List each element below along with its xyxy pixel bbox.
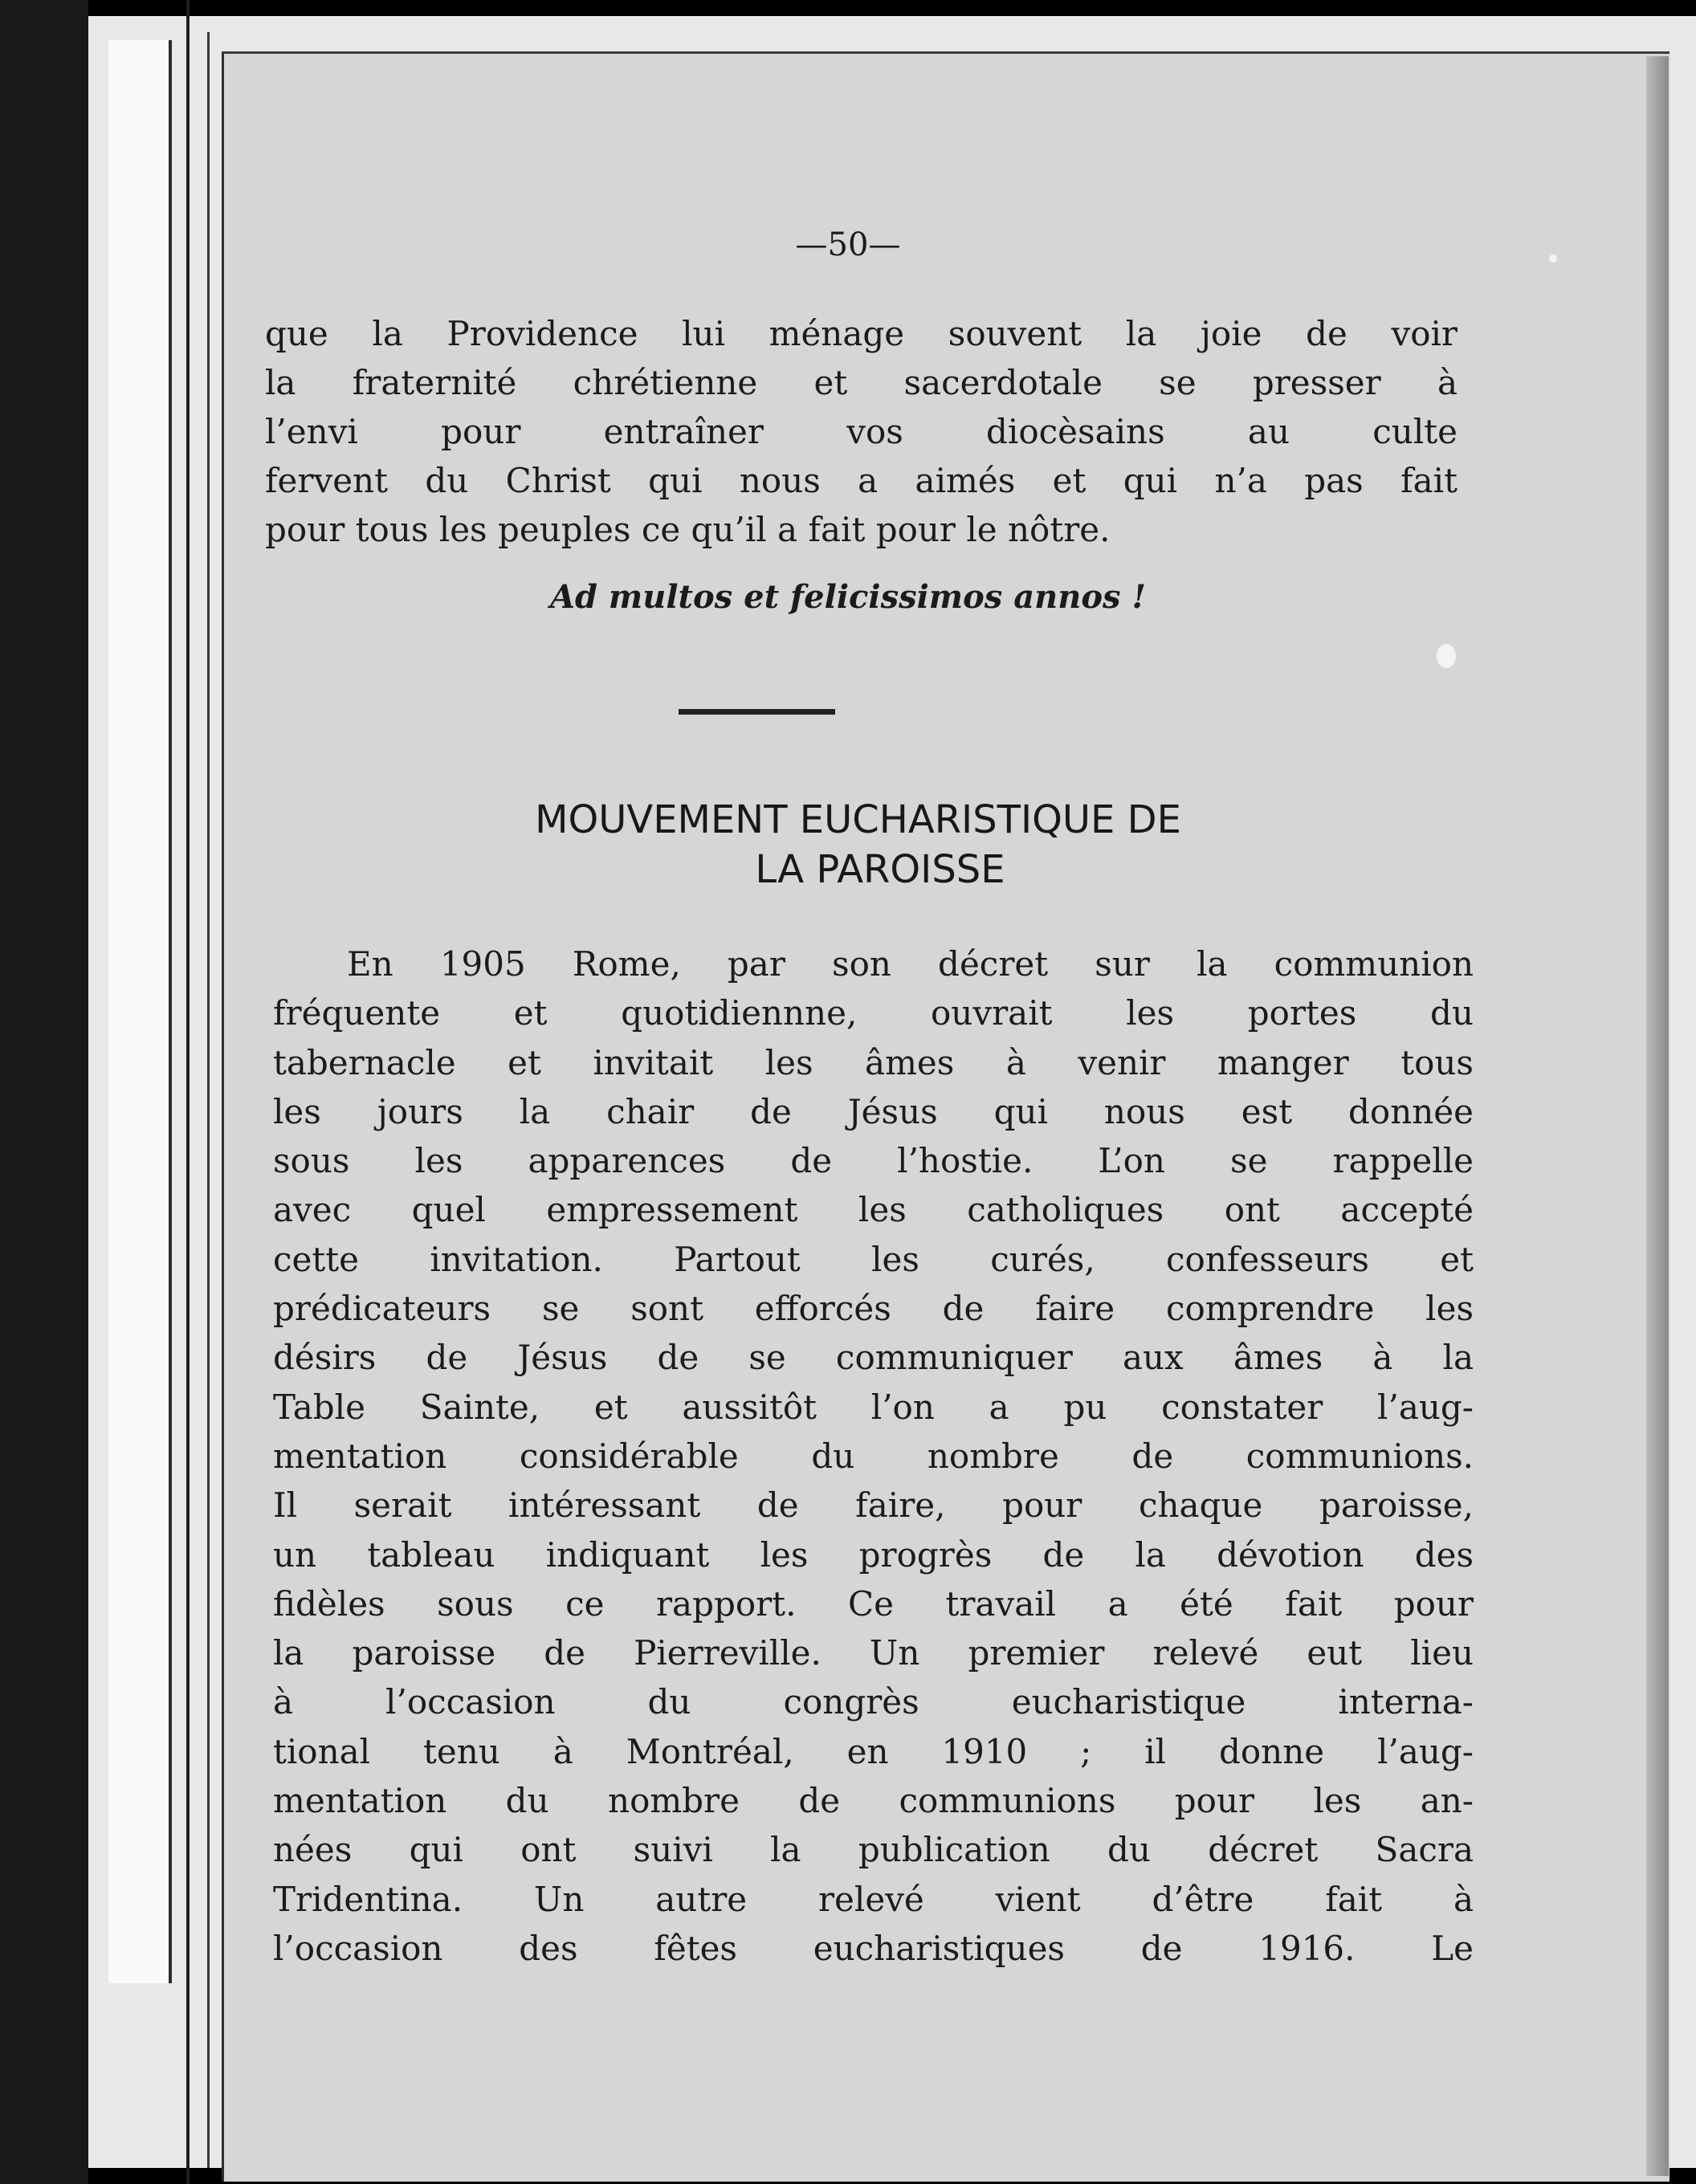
paper-edge-strip — [108, 40, 172, 1983]
paragraph-body — [273, 939, 1474, 1973]
paragraph-intro — [265, 309, 1458, 554]
text-line: tional tenu à Montréal, en 1910 ; il donne l’aug- — [273, 1731, 1474, 1771]
text-line: Il serait intéressant de faire, pour chaque paroisse, — [273, 1485, 1474, 1526]
text-line: tabernacle et invitait les âmes à venir manger tous — [273, 1042, 1474, 1082]
page-edge-line-inner — [207, 32, 210, 2168]
text-line: cette invitation. Partout les curés, confesseurs et — [273, 1239, 1474, 1279]
section-heading — [0, 795, 1696, 894]
page-edge-line — [186, 0, 190, 2184]
text-line: que la Providence lui ménage souvent la joie de voir — [265, 314, 1458, 353]
text-line: fréquente et quotidiennne, ouvrait les portes du — [273, 993, 1474, 1033]
text-line: fidèles sous ce rapport. Ce travail a été fait pour — [273, 1583, 1474, 1624]
text-line: prédicateurs se sont efforcés de faire comprendre les — [273, 1289, 1474, 1329]
text-line: Tridentina. Un autre relevé vient d’être fait à — [273, 1879, 1474, 1919]
text-line: pour tous les peuples ce qu’il a fait pour le nôtre. — [265, 510, 1111, 549]
text-line: mentation considérable du nombre de communions. — [273, 1436, 1474, 1476]
page-right-edge — [1646, 56, 1669, 2176]
text-line: à l’occasion du congrès eucharistique interna- — [273, 1682, 1474, 1722]
text-line: la paroisse de Pierreville. Un premier relevé eut lieu — [273, 1633, 1474, 1673]
text-line: mentation du nombre de communions pour les an- — [273, 1781, 1474, 1821]
text-line: l’occasion des fêtes eucharistiques de 1916. Le — [273, 1928, 1474, 1968]
text-line: les jours la chair de Jésus qui nous est donnée — [273, 1091, 1474, 1131]
text-line: avec quel empressement les catholiques ont accepté — [273, 1190, 1474, 1230]
closing-salutation: Ad multos et felicissimos annos ! — [549, 578, 1147, 616]
text-line: désirs de Jésus de se communiquer aux âmes à la — [273, 1338, 1474, 1378]
paper-speck — [1437, 644, 1456, 668]
text-line: En 1905 Rome, par son décret sur la communion — [347, 944, 1474, 984]
section-heading-line-1: MOUVEMENT EUCHARISTIQUE DE — [535, 797, 1181, 842]
dark-left-margin — [0, 0, 88, 2184]
text-line: Table Sainte, et aussitôt l’on a pu constater l’aug- — [273, 1387, 1474, 1427]
section-heading-line-2: LA PAROISSE — [755, 847, 1005, 892]
text-line: fervent du Christ qui nous a aimés et qui n’a pas fait — [265, 461, 1458, 500]
text-line: l’envi pour entraîner vos diocèsains au culte — [265, 412, 1458, 451]
text-line: sous les apparences de l’hostie. L’on se rappelle — [273, 1141, 1474, 1181]
text-line: nées qui ont suivi la publication du décret Sacra — [273, 1830, 1474, 1870]
section-divider — [679, 709, 835, 715]
text-line: un tableau indiquant les progrès de la dévotion des — [273, 1534, 1474, 1575]
text-line: la fraternité chrétienne et sacerdotale se presser à — [265, 363, 1458, 402]
page-number: —50— — [795, 226, 901, 263]
